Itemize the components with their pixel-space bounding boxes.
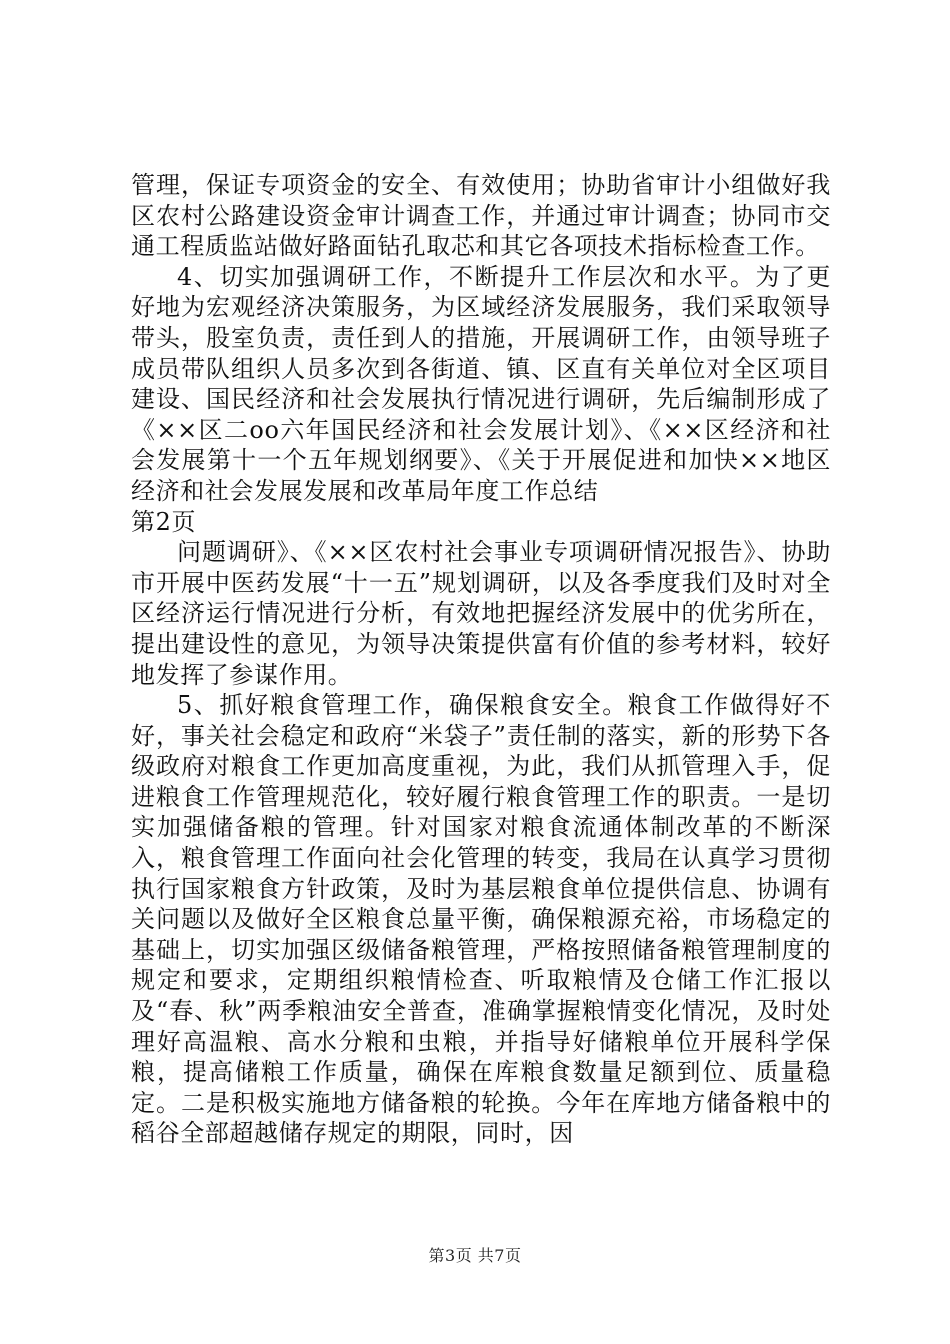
inline-page-marker: 第2页 [131, 507, 197, 536]
document-body [131, 170, 831, 1149]
paragraph-grain-management: 5、抓好粮食管理工作，确保粮食安全。粮食工作做得好不好，事关社会稳定和政府“米袋子”责任制的落实，新的形势下各级政府对粮食工作更加高度重视，为此，我们从抓管理入手，促进粮食工作管理规范化，较好履行粮食管理工作的职责。一是切实加强储备粮的管理。针对国家对粮食流通体制改革的不断深入，粮食管理工作面向社会化管理的转变，我局在认真学习贯彻执行国家粮食方针政策，及时为基层粮食单位提供信息、协调有关问题以及做好全区粮食总量平衡，确保粮源充裕，市场稳定的基础上，切实加强区级储备粮管理，严格按照储备粮管理制度的规定和要求，定期组织粮情检查、听取粮情及仓储工作汇报以及“春、秋”两季粮油安全普查，准确掌握粮情变化情况，及时处理好高温粮、高水分粮和虫粮，并指导好储粮单位开展科学保粮，提高储粮工作质量，确保在库粮食数量足额到位、质量稳定。二是积极实施地方储备粮的轮换。今年在库地方储备粮中的稻谷全部超越储存规定的期限，同时，因 [131, 691, 831, 1148]
paragraph-research-reports: 问题调研》、《××区农村社会事业专项调研情况报告》、协助市开展中医药发展“十一五”规划调研，以及各季度我们及时对全区经济运行情况进行分析，有效地把握经济发展中的优劣所在，提出建设性的意见，为领导决策提供富有价值的参考材料，较好地发挥了参谋作用。 [131, 538, 831, 689]
paragraph-research-work: 4、切实加强调研工作，不断提升工作层次和水平。为了更好地为宏观经济决策服务，为区域经济发展服务，我们采取领导带头，股室负责，责任到人的措施，开展调研工作，由领导班子成员带队组织人员多次到各街道、镇、区直有关单位对全区项目建设、国民经济和社会发展执行情况进行调研，先后编制形成了《××区二oo六年国民经济和社会发展计划》、《××区经济和社会发展第十一个五年规划纲要》、《关于开展促进和加快××地区经济和社会发展发展和改革局年度工作总结 [131, 262, 831, 505]
page-footer: 第3页 共7页 [428, 1246, 522, 1265]
paragraph-funds-management: 管理，保证专项资金的安全、有效使用；协助省审计小组做好我区农村公路建设资金审计调查工作，并通过审计调查；协同市交通工程质监站做好路面钻孔取芯和其它各项技术指标检查工作。 [131, 171, 831, 261]
